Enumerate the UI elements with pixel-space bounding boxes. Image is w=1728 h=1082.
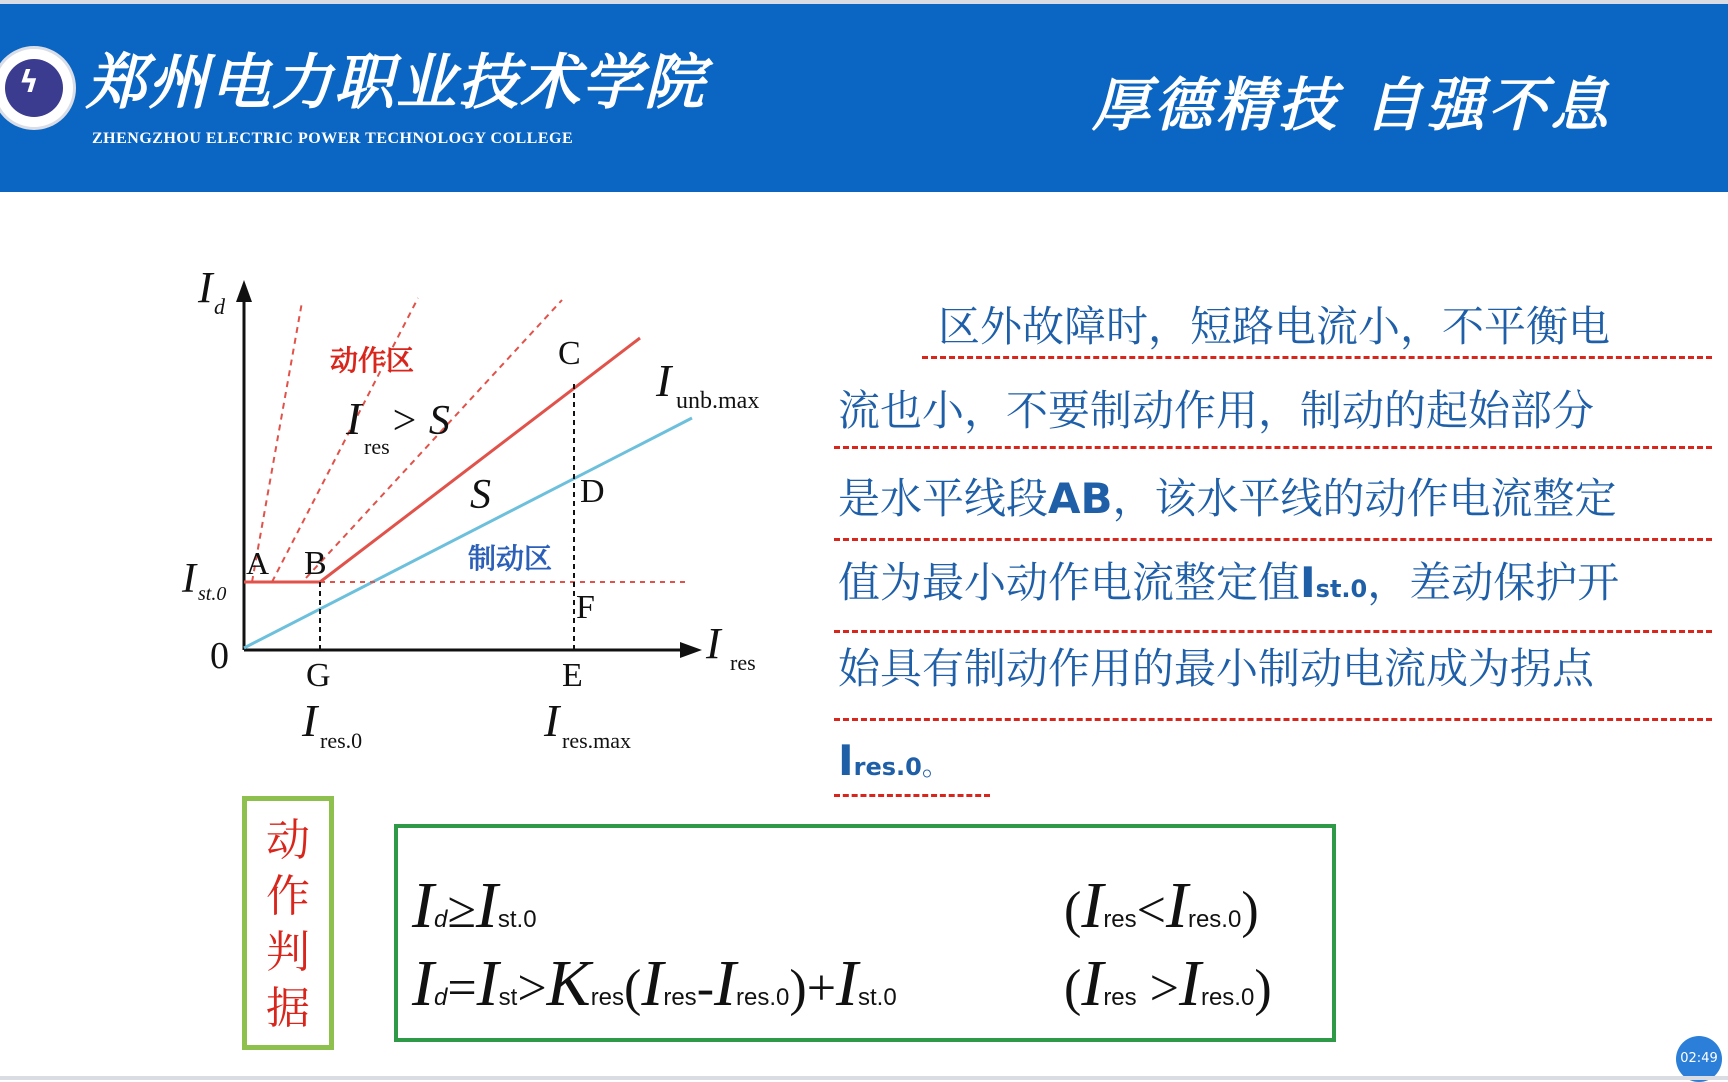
header-banner (0, 4, 1728, 192)
college-name-en: ZHENGZHOU ELECTRIC POWER TECHNOLOGY COLLEGE (92, 130, 574, 147)
underline-3 (834, 538, 1712, 541)
origin-label: 0 (210, 635, 229, 677)
iunb-main: I (656, 355, 672, 406)
point-a: A (246, 545, 270, 581)
point-b: B (304, 545, 327, 582)
college-name-cn: 郑州电力职业技术学院 (86, 48, 706, 118)
iresmax-main: I (544, 695, 560, 746)
explanation-line-5: 始具有制动作用的最小制动电流成为拐点 (838, 644, 1595, 693)
point-f: F (576, 589, 595, 626)
explanation-line-1: 区外故障时，短路电流小，不平衡电 (938, 302, 1611, 351)
ires-gt-s-main: I (346, 393, 362, 444)
point-c: C (558, 335, 581, 372)
iresmax-sub: res.max (562, 728, 632, 753)
x-axis-sub: res (730, 650, 756, 675)
ires0-sub: res.0 (320, 728, 363, 753)
point-g: G (306, 657, 331, 694)
underline-4 (834, 630, 1712, 633)
ires-gt-s-sub: res (364, 434, 390, 459)
restrain-zone-label: 制动区 (468, 542, 553, 575)
iunb-sub: unb.max (676, 388, 760, 414)
college-logo-icon: ϟ (0, 46, 76, 130)
formula-box (394, 824, 1336, 1042)
explanation-line-3: 是水平线段AB，该水平线的动作电流整定 (838, 474, 1617, 523)
criteria-label: 动作判据 (266, 815, 310, 1034)
s-label: S (470, 472, 491, 518)
iunb-line (244, 418, 692, 648)
explanation-line-2: 流也小，不要制动作用，制动的起始部分 (838, 386, 1595, 435)
college-motto: 厚德精技 自强不息 (1092, 71, 1613, 139)
ires-gt-s-rest: > S (390, 398, 450, 444)
x-axis-label: I (706, 619, 721, 668)
y-axis-sub: d (214, 294, 225, 319)
underline-1 (922, 356, 1712, 359)
playback-timer[interactable]: 02:49 (1676, 1036, 1722, 1082)
x-axis-arrow (680, 642, 702, 658)
ires0-main: I (302, 695, 318, 746)
underline-6 (834, 794, 990, 797)
explanation-line-4: 值为最小动作电流整定值Ist.0，差动保护开 (838, 558, 1620, 607)
explanation-line-6: Ires.0。 (838, 736, 950, 785)
y-axis-label: I (198, 266, 213, 312)
underline-2 (834, 446, 1712, 449)
underline-5 (834, 718, 1712, 721)
bottom-border (0, 1076, 1728, 1080)
action-zone-label: 动作区 (330, 344, 415, 377)
criteria-label-box (242, 796, 334, 1050)
point-e: E (562, 657, 583, 694)
formula-2: Id=Ist>Kres(Ires-Ires.0)+Ist.0 (412, 947, 897, 1020)
formula-1: Id≥Ist.0 (412, 869, 537, 942)
point-d: D (580, 473, 605, 510)
formula-2-condition: (Ires >Ires.0) (1064, 947, 1272, 1020)
ist0-axis-sub: st.0 (198, 583, 227, 605)
y-axis-arrow (236, 280, 252, 302)
ist0-axis-label: I (182, 556, 196, 602)
braking-characteristic-diagram (170, 266, 790, 766)
formula-1-condition: (Ires<Ires.0) (1064, 869, 1259, 942)
